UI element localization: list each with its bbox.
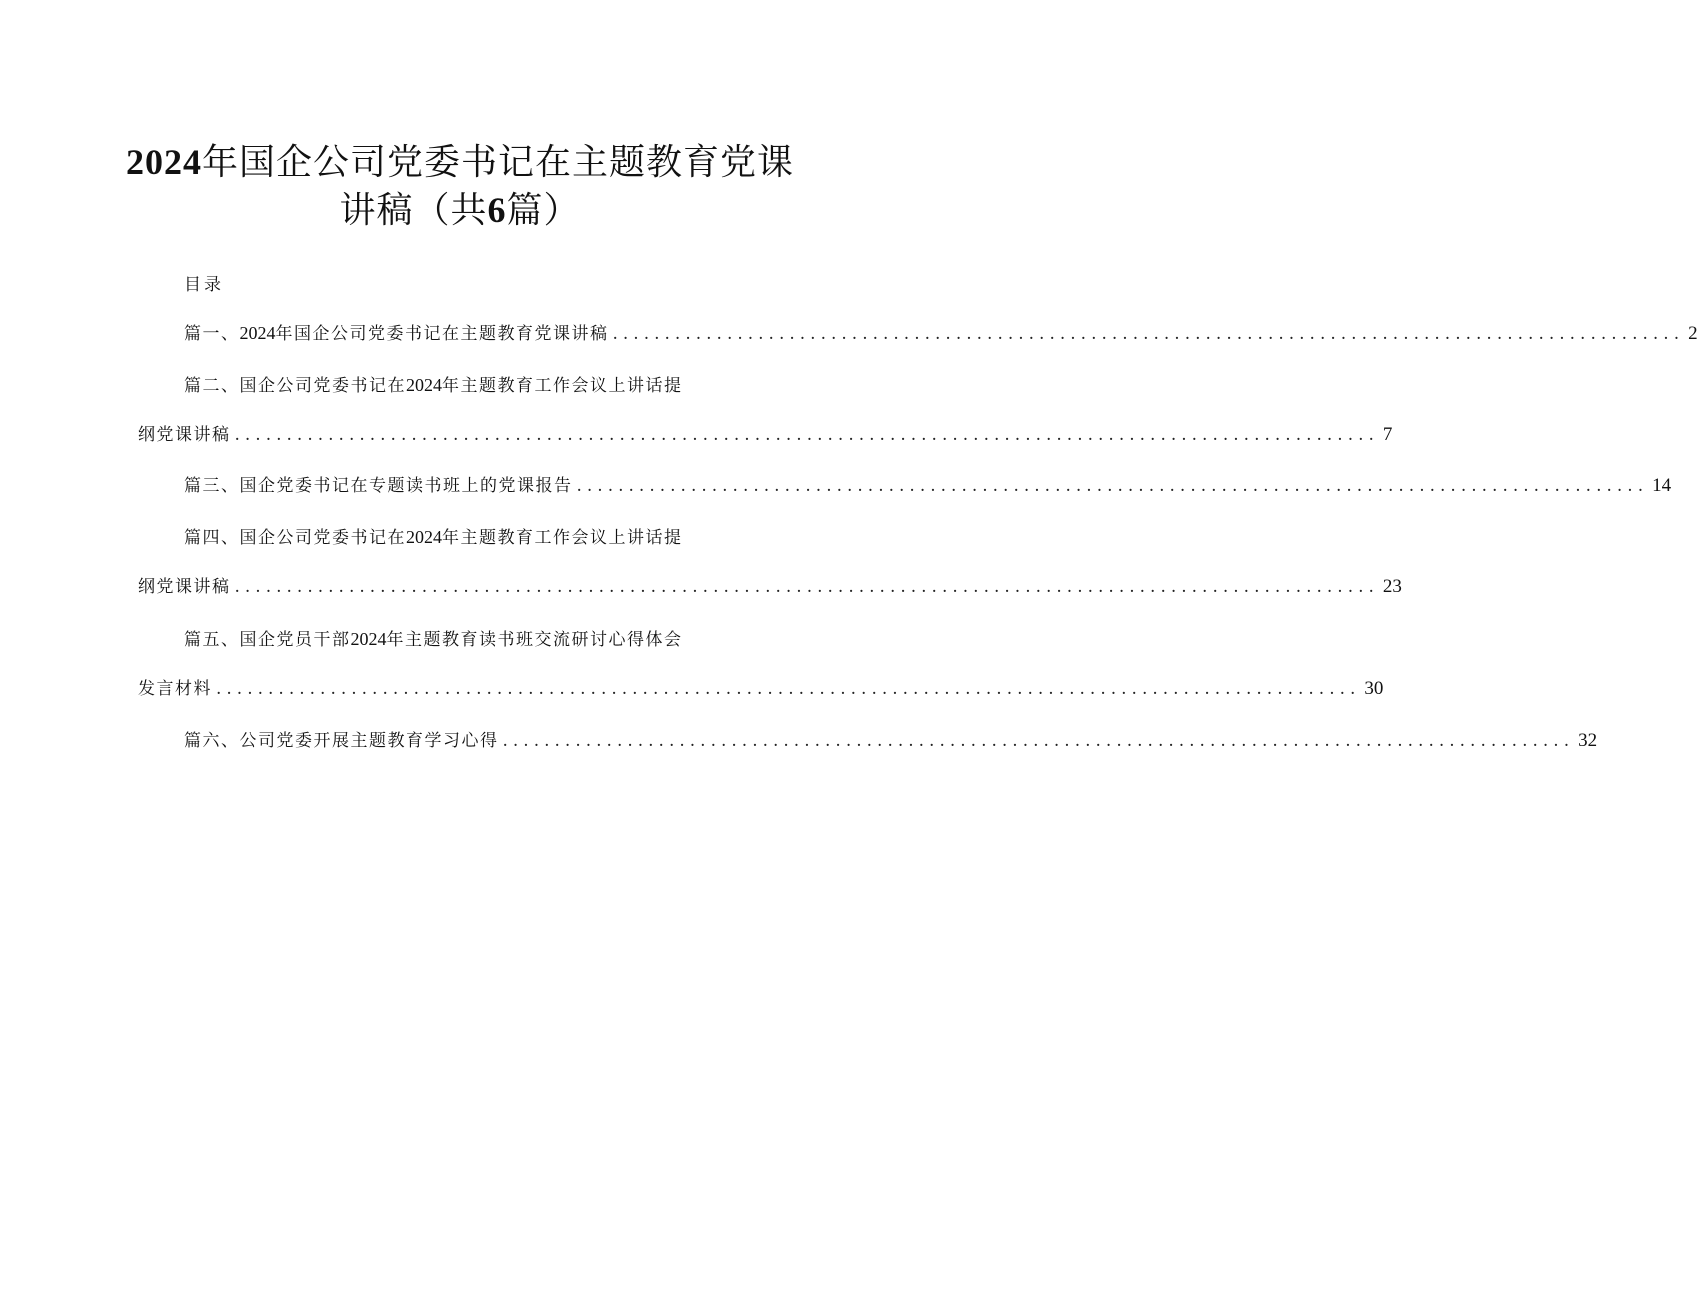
toc-entry-3[interactable]	[184, 471, 1672, 501]
toc-entry-text: 发言材料	[138, 679, 212, 699]
toc-entry-text: 篇三、国企党委书记在专题读书班上的党课报告	[184, 476, 573, 496]
toc-leader-dots: .......................................................................................................	[576, 476, 1649, 496]
title-text-pre: 讲稿（共	[339, 190, 488, 231]
toc-entry-text: 篇一、2024年国企公司党委书记在主题教育党课讲稿	[184, 323, 609, 344]
toc-entry-text: 篇六、公司党委开展主题教育学习心得	[184, 731, 499, 751]
toc-entry-5-line1[interactable]: 篇五、国企党员干部2024年主题教育读书班交流研讨心得体会	[184, 629, 683, 650]
toc-page-number: 23	[1382, 576, 1402, 597]
toc-page-number: 30	[1364, 678, 1384, 699]
toc-entry-2-line2[interactable]	[138, 420, 1393, 450]
toc-entry-2-line1[interactable]: 篇二、国企公司党委书记在2024年主题教育工作会议上讲话提	[184, 375, 683, 396]
toc-entry-6[interactable]	[184, 726, 1598, 756]
toc-page-number: 32	[1578, 730, 1598, 751]
toc-page-number: 7	[1382, 424, 1393, 445]
document-title-line1	[110, 138, 810, 187]
toc-entry-text: 纲党课讲稿	[138, 577, 231, 597]
toc-heading: 目录	[184, 275, 224, 295]
title-text-post: 篇）	[506, 190, 581, 231]
toc-entry-5-line2[interactable]	[138, 674, 1384, 704]
toc-entry-1[interactable]	[184, 318, 1698, 348]
toc-leader-dots: .......................................................................................................	[612, 324, 1685, 344]
toc-entry-4-line1[interactable]: 篇四、国企公司党委书记在2024年主题教育工作会议上讲话提	[184, 527, 683, 548]
toc-leader-dots: .......................................................................................................	[502, 731, 1575, 751]
toc-leader-dots: ..............................................................................................................	[234, 425, 1379, 445]
title-text: 年国企公司党委书记在主题教育党课	[201, 142, 794, 183]
toc-page-number: 2	[1688, 323, 1698, 344]
toc-entry-text: 纲党课讲稿	[138, 425, 231, 445]
toc-page-number: 14	[1652, 475, 1672, 496]
title-year: 2024	[125, 142, 202, 182]
toc-leader-dots: ..............................................................................................................	[234, 577, 1379, 597]
toc-leader-dots: ..............................................................................................................	[216, 679, 1361, 699]
document-title-line2	[110, 186, 810, 235]
title-count: 6	[487, 190, 507, 230]
toc-entry-4-line2[interactable]	[138, 572, 1402, 602]
